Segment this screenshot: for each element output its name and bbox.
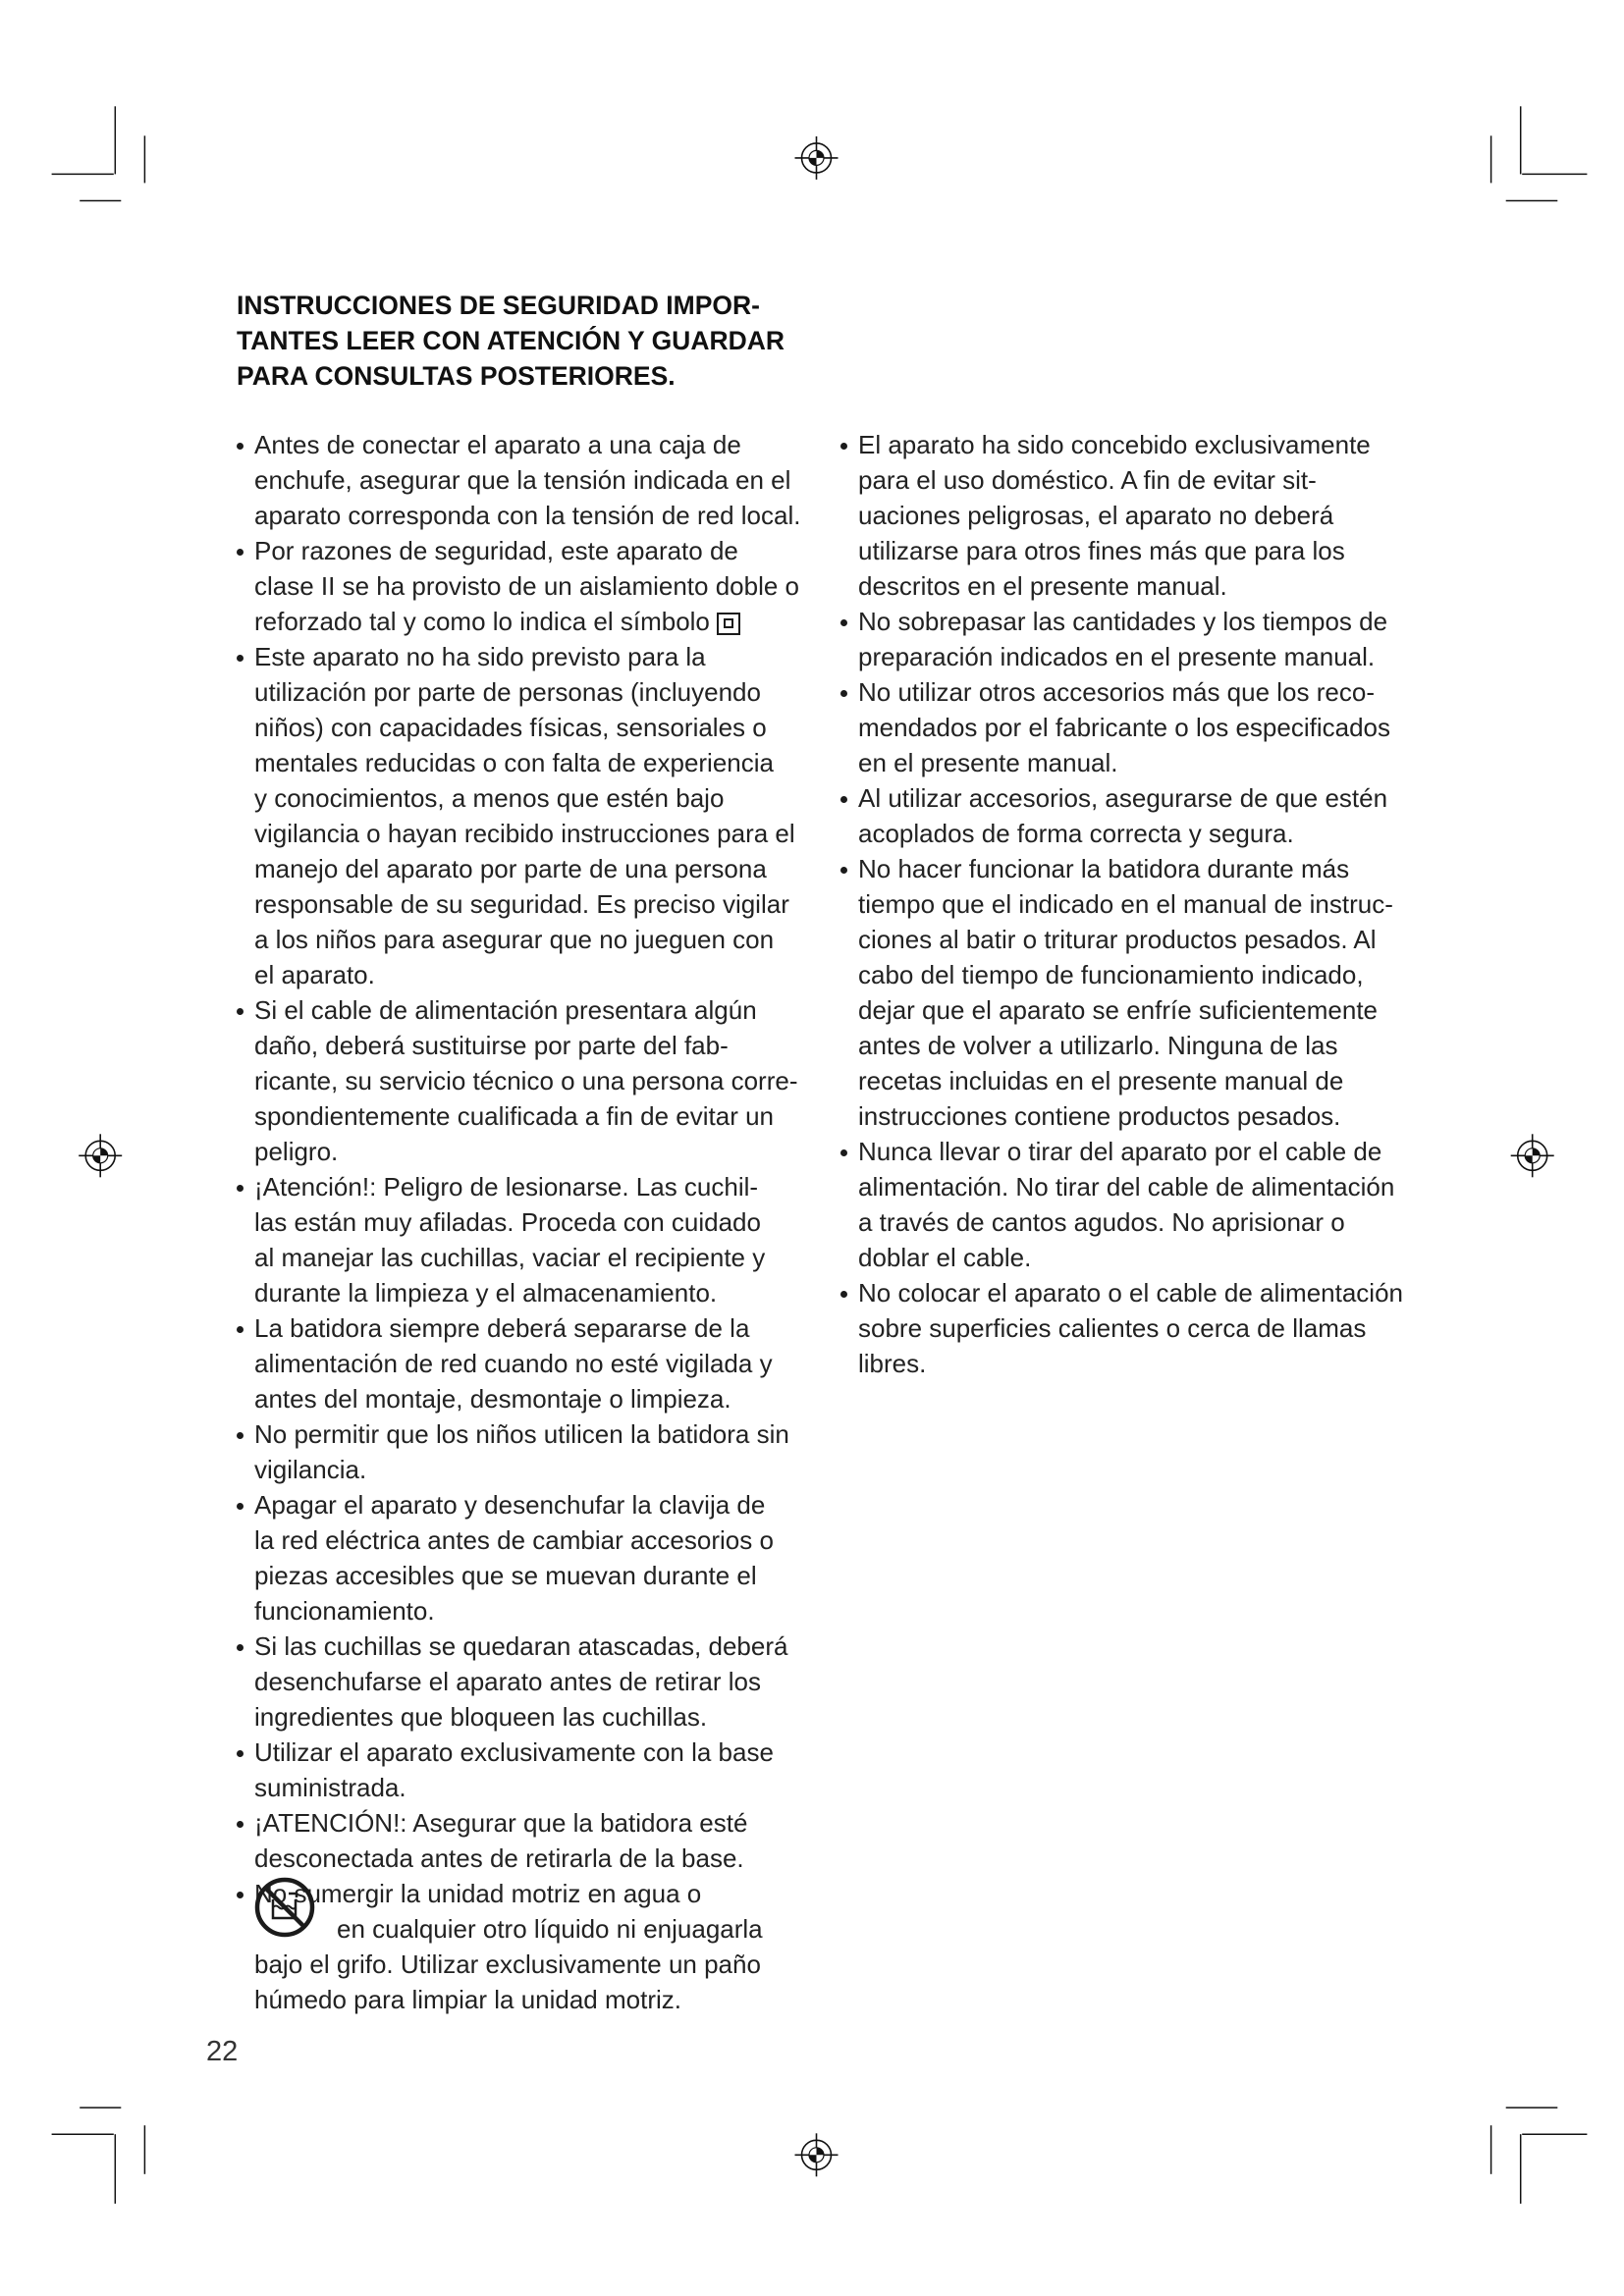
- safety-instruction-item: [254, 1310, 800, 1416]
- instruction-line: vigilancia o hayan recibido instrucciones para el: [254, 819, 795, 848]
- safety-instruction-item: [254, 1169, 800, 1310]
- bullet-dot: [840, 619, 847, 626]
- instruction-line: durante la limpieza y el almacenamiento.: [254, 1278, 718, 1308]
- instruction-line: dejar que el aparato se enfríe suficientemente: [858, 995, 1379, 1025]
- bullet-dot: [237, 1432, 244, 1439]
- instruction-line: recetas incluidas en el presente manual de: [858, 1066, 1344, 1095]
- title-line: PARA CONSULTAS POSTERIORES.: [237, 361, 676, 391]
- safety-instruction-item: [254, 1487, 800, 1629]
- instruction-line: No hacer funcionar la batidora durante más: [858, 854, 1350, 883]
- instruction-line: utilizarse para otros fines más que para los: [858, 536, 1345, 565]
- instruction-line: Si las cuchillas se quedaran atascadas, deberá: [254, 1631, 788, 1661]
- bullet-dot: [840, 690, 847, 697]
- instruction-line: No sumergir la unidad motriz en agua o: [254, 1879, 702, 1908]
- registration-mark-icon: [795, 2133, 839, 2176]
- bullet-dot: [237, 1750, 244, 1757]
- instruction-line: desenchufarse el aparato antes de retirar los: [254, 1667, 761, 1696]
- instruction-line: daño, deberá sustituirse por parte del fab-: [254, 1031, 729, 1060]
- instruction-line: ¡ATENCIÓN!: Asegurar que la batidora esté: [254, 1808, 748, 1838]
- class-ii-symbol-icon: [717, 613, 740, 635]
- instruction-line: Si el cable de alimentación presentara algún: [254, 995, 757, 1025]
- safety-instruction-item: [254, 639, 800, 992]
- safety-instruction-item: [254, 1805, 800, 1876]
- bullet-dot: [237, 1821, 244, 1828]
- crop-mark-top-right: [1491, 106, 1588, 200]
- bullet-dot: [237, 655, 244, 662]
- bullet-dot: [237, 1185, 244, 1192]
- safety-instruction-item: [858, 604, 1403, 674]
- instruction-line: húmedo para limpiar la unidad motriz.: [254, 1985, 681, 2014]
- instruction-line: las están muy afiladas. Proceda con cuidado: [254, 1207, 761, 1237]
- instruction-line: responsable de su seguridad. Es preciso vigilar: [254, 889, 789, 919]
- instruction-line: sobre superficies calientes o cerca de llamas: [858, 1313, 1367, 1343]
- bullet-dot: [840, 443, 847, 450]
- bullet-dot: [840, 1291, 847, 1298]
- instruction-line: ingredientes que bloqueen las cuchillas.: [254, 1702, 708, 1732]
- instruction-line: libres.: [858, 1349, 927, 1378]
- instruction-line: enchufe, asegurar que la tensión indicada en el: [254, 465, 791, 495]
- instruction-line: antes de volver a utilizarlo. Ninguna de las: [858, 1031, 1338, 1060]
- instruction-line: la red eléctrica antes de cambiar accesorios o: [254, 1525, 774, 1555]
- crop-mark-top-left: [52, 106, 145, 200]
- instruction-line: No colocar el aparato o el cable de alimentación: [858, 1278, 1404, 1308]
- safety-instruction-item: [254, 533, 800, 639]
- instruction-line: Utilizar el aparato exclusivamente con la base: [254, 1737, 774, 1767]
- instruction-line: mentales reducidas o con falta de experiencia: [254, 748, 774, 777]
- instruction-line: funcionamiento.: [254, 1596, 435, 1626]
- instruction-line: peligro.: [254, 1137, 339, 1166]
- crop-mark-bottom-left: [52, 2108, 145, 2204]
- instruction-line: niños) con capacidades físicas, sensoriales o: [254, 713, 767, 742]
- bullet-dot: [237, 443, 244, 450]
- instruction-line: a través de cantos agudos. No aprisionar o: [858, 1207, 1345, 1237]
- instruction-line: alimentación de red cuando no esté vigilada y: [254, 1349, 773, 1378]
- instruction-line: cabo del tiempo de funcionamiento indicado,: [858, 960, 1364, 989]
- instruction-line: a los niños para asegurar que no jueguen con: [254, 925, 775, 954]
- instruction-line: [254, 604, 800, 639]
- left-column: [254, 427, 800, 2017]
- instruction-line: suministrada.: [254, 1773, 406, 1802]
- instruction-line: No permitir que los niños utilicen la batidora sin: [254, 1419, 789, 1449]
- safety-instruction-item: [254, 1735, 800, 1805]
- safety-instruction-item: [254, 1876, 800, 2017]
- crop-mark-bottom-right: [1491, 2108, 1588, 2204]
- bullet-dot: [840, 1149, 847, 1156]
- safety-instruction-item: [254, 992, 800, 1169]
- registration-mark-icon: [79, 1134, 122, 1177]
- instruction-line: doblar el cable.: [858, 1243, 1032, 1272]
- instruction-line-text: reforzado tal y como lo indica el símbolo: [254, 607, 710, 636]
- registration-mark-icon: [1511, 1134, 1554, 1177]
- instruction-line: en cualquier otro líquido ni enjuagarla: [337, 1914, 763, 1944]
- instruction-line: tiempo que el indicado en el manual de instruc-: [858, 889, 1393, 919]
- instruction-line: al manejar las cuchillas, vaciar el recipiente y: [254, 1243, 766, 1272]
- instruction-line: manejo del aparato por parte de una persona: [254, 854, 767, 883]
- instruction-line: aparato corresponda con la tensión de red local.: [254, 501, 801, 530]
- bullet-dot: [237, 1892, 244, 1898]
- instruction-line: y conocimientos, a menos que estén bajo: [254, 783, 725, 813]
- right-column: [858, 427, 1403, 1381]
- instruction-line: instrucciones contiene productos pesados.: [858, 1101, 1341, 1131]
- safety-instruction-item: [858, 674, 1403, 780]
- instruction-line: bajo el grifo. Utilizar exclusivamente un paño: [254, 1949, 761, 1979]
- instruction-line: Por razones de seguridad, este aparato de: [254, 536, 738, 565]
- instruction-line: para el uso doméstico. A fin de evitar sit-: [858, 465, 1317, 495]
- instruction-line: acoplados de forma correcta y segura.: [858, 819, 1294, 848]
- safety-instruction-item: [254, 1629, 800, 1735]
- bullet-dot: [237, 549, 244, 556]
- bullet-dot: [237, 1326, 244, 1333]
- instruction-line: en el presente manual.: [858, 748, 1118, 777]
- instruction-line: uaciones peligrosas, el aparato no deberá: [858, 501, 1334, 530]
- instruction-line: desconectada antes de retirarla de la base.: [254, 1843, 744, 1873]
- instruction-line: Nunca llevar o tirar del aparato por el cable de: [858, 1137, 1382, 1166]
- instruction-line: utilización por parte de personas (incluyendo: [254, 677, 761, 707]
- instruction-line: el aparato.: [254, 960, 375, 989]
- safety-instruction-item: [858, 851, 1403, 1134]
- class-ii-symbol-inner: [724, 618, 733, 628]
- instruction-line: Apagar el aparato y desenchufar la clavija de: [254, 1490, 766, 1520]
- instruction-line: preparación indicados en el presente manual.: [858, 642, 1376, 671]
- instruction-line: Al utilizar accesorios, asegurarse de que estén: [858, 783, 1388, 813]
- safety-instruction-item: [858, 1275, 1403, 1381]
- instruction-line: piezas accesibles que se muevan durante el: [254, 1561, 757, 1590]
- title-line: TANTES LEER CON ATENCIÓN Y GUARDAR: [237, 326, 785, 355]
- instruction-line: spondientemente cualificada a fin de evitar un: [254, 1101, 775, 1131]
- instruction-line: antes del montaje, desmontaje o limpieza.: [254, 1384, 731, 1414]
- title-line: INSTRUCCIONES DE SEGURIDAD IMPOR-: [237, 291, 760, 320]
- page-number: 22: [206, 2036, 239, 2067]
- safety-instruction-item: [858, 1134, 1403, 1275]
- safety-instruction-item: [254, 1416, 800, 1487]
- instruction-line: ciones al batir o triturar productos pesados. Al: [858, 925, 1377, 954]
- safety-instruction-item: [858, 427, 1403, 604]
- instruction-line: vigilancia.: [254, 1455, 367, 1484]
- registration-mark-icon: [795, 136, 839, 180]
- instruction-line: La batidora siempre deberá separarse de la: [254, 1313, 750, 1343]
- safety-instruction-item: [858, 780, 1403, 851]
- bullet-dot: [840, 867, 847, 874]
- instruction-line: ¡Atención!: Peligro de lesionarse. Las cuchil-: [254, 1172, 759, 1201]
- bullet-dot: [840, 796, 847, 803]
- instruction-line: descritos en el presente manual.: [858, 571, 1227, 601]
- bullet-dot: [237, 1008, 244, 1015]
- section-title: [237, 288, 785, 394]
- instruction-line: No utilizar otros accesorios más que los reco-: [858, 677, 1375, 707]
- bullet-dot: [237, 1644, 244, 1651]
- safety-instruction-item: [254, 427, 800, 533]
- instruction-line: No sobrepasar las cantidades y los tiempos de: [858, 607, 1388, 636]
- no-immersion-icon: [253, 1876, 316, 1939]
- instruction-line: clase II se ha provisto de un aislamiento doble o: [254, 571, 800, 601]
- instruction-line: alimentación. No tirar del cable de alimentación: [858, 1172, 1395, 1201]
- instruction-line: mendados por el fabricante o los especificados: [858, 713, 1390, 742]
- bullet-dot: [237, 1503, 244, 1510]
- instruction-line: Este aparato no ha sido previsto para la: [254, 642, 706, 671]
- instruction-line: ricante, su servicio técnico o una persona corre-: [254, 1066, 798, 1095]
- instruction-line: El aparato ha sido concebido exclusivamente: [858, 430, 1371, 459]
- instruction-line: Antes de conectar el aparato a una caja de: [254, 430, 741, 459]
